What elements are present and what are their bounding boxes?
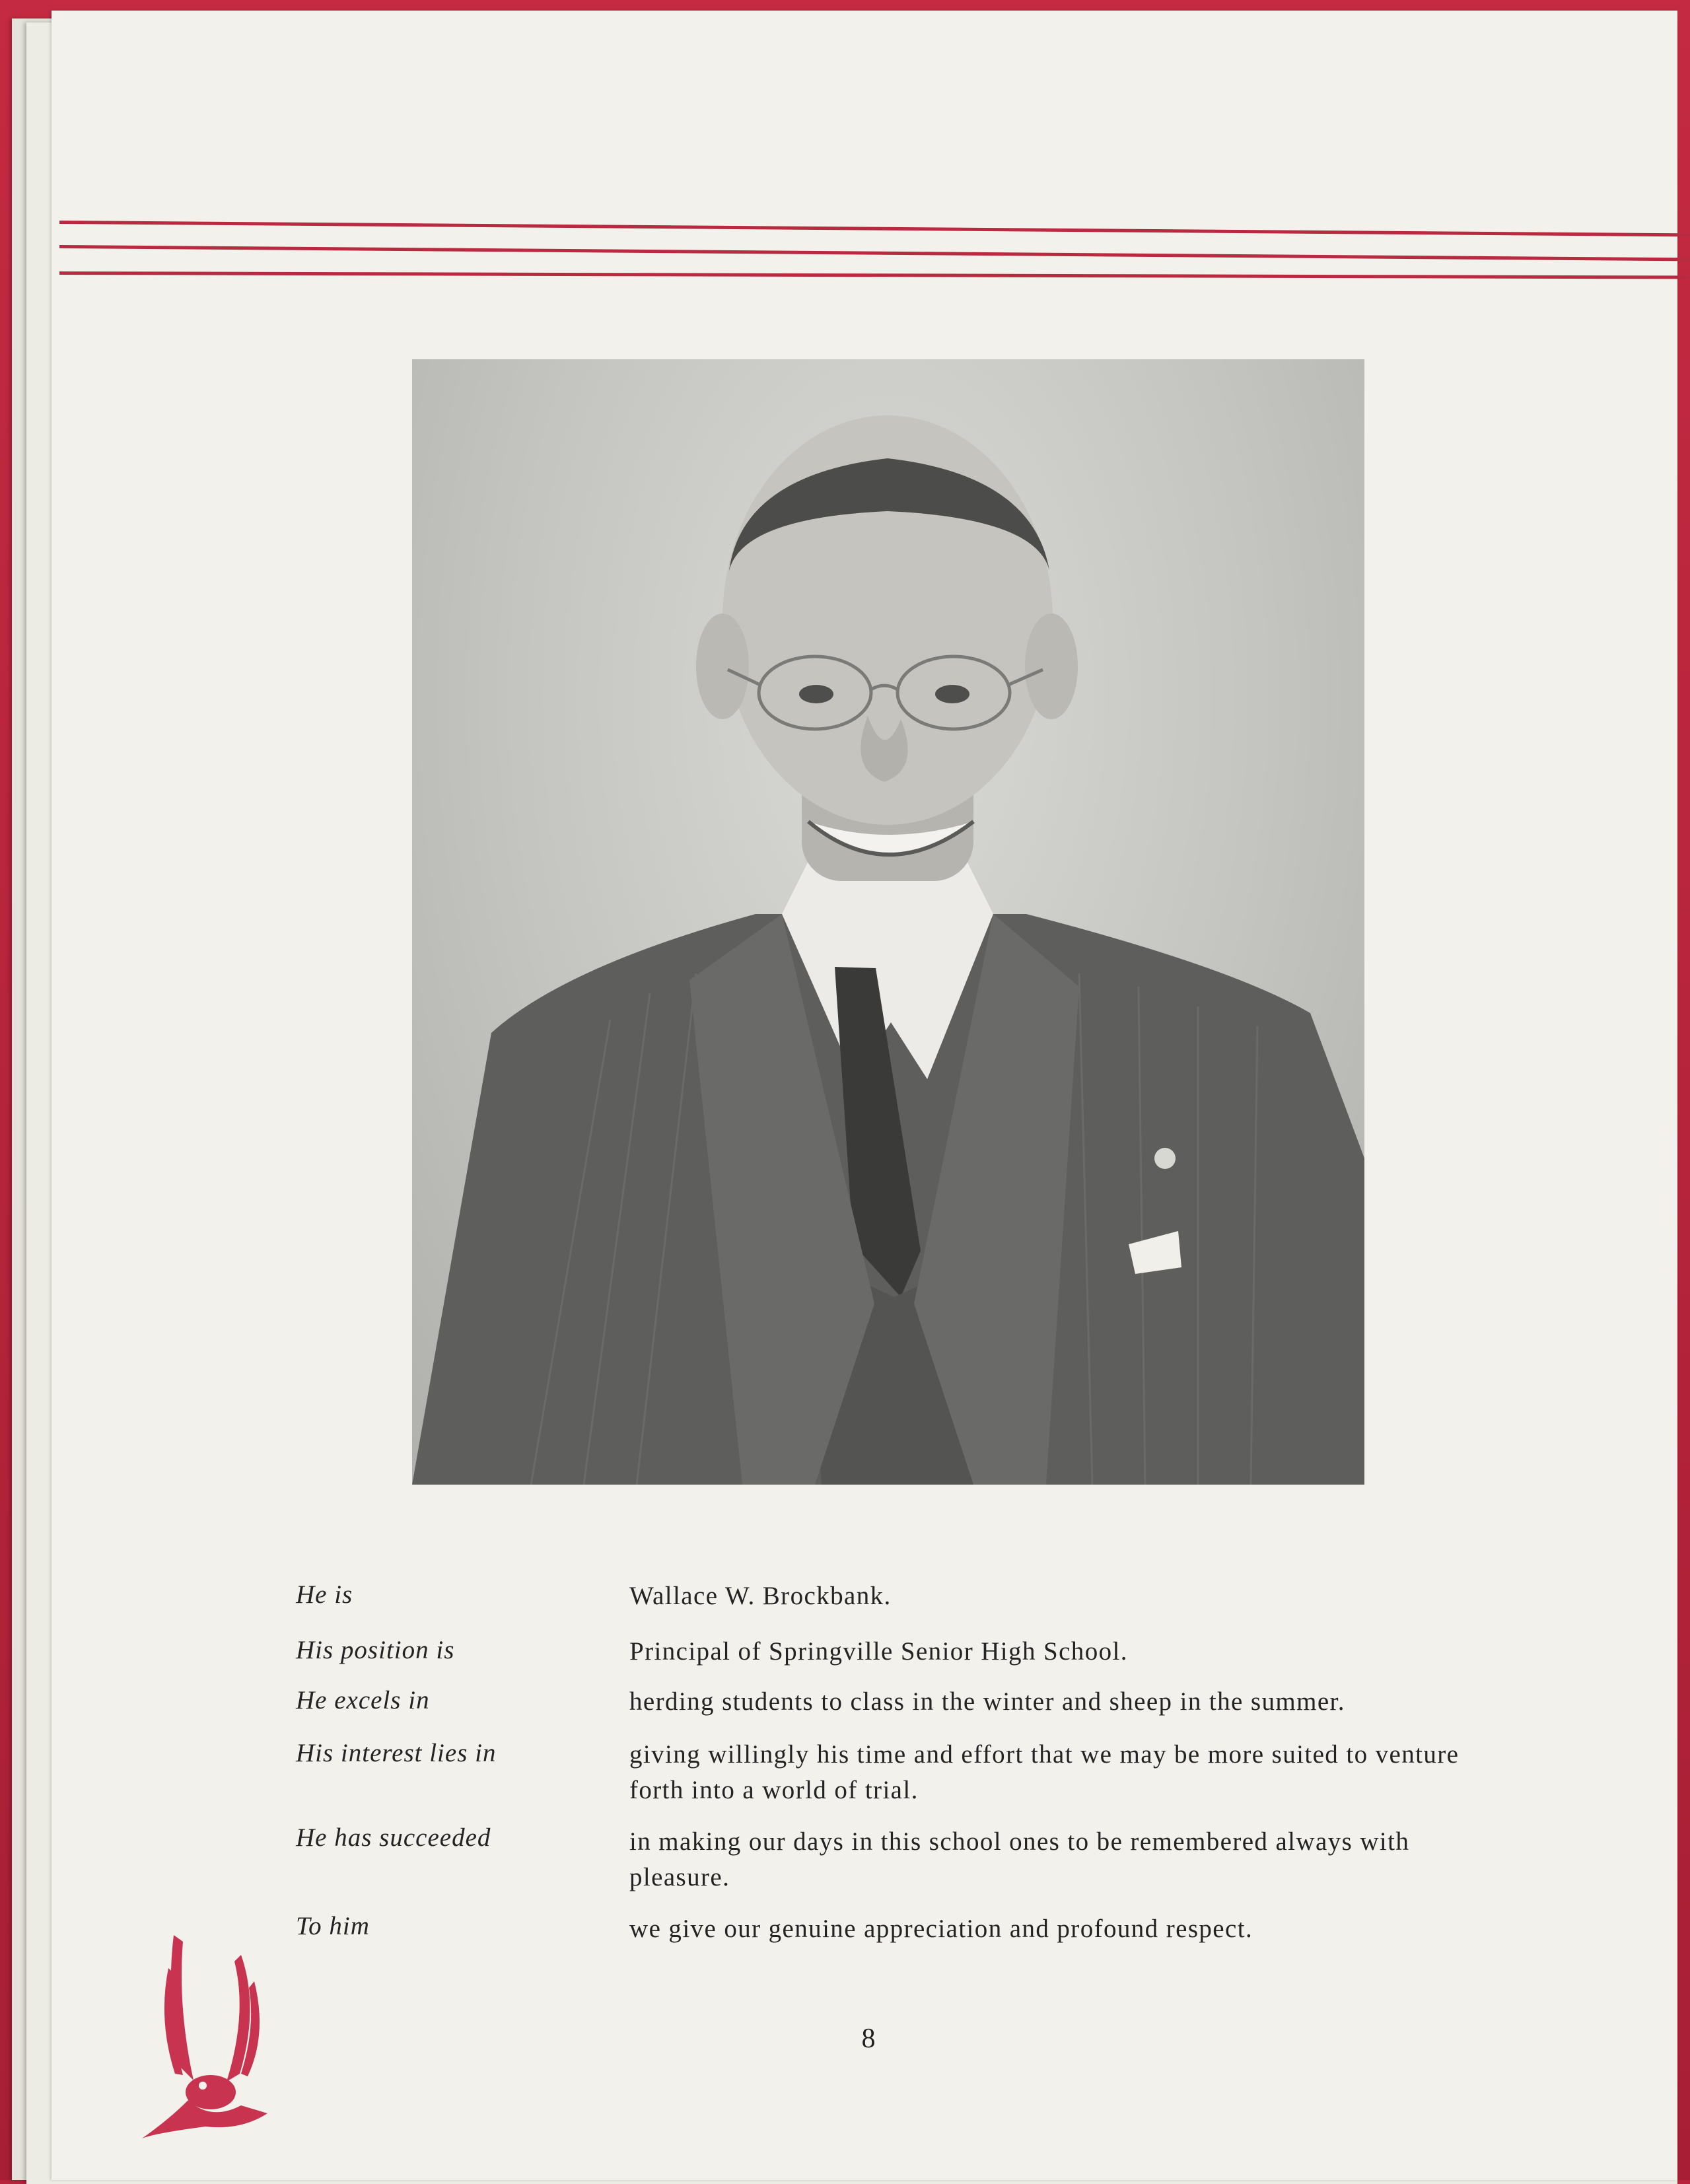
principal-portrait-photo — [412, 359, 1364, 1485]
value-appreciation: we give our genuine appreciation and profound respect. — [629, 1915, 1253, 1943]
decorative-rule-bottom — [59, 271, 1690, 279]
label-he-is: He is — [296, 1580, 353, 1609]
value-position: Principal of Springville Senior High School. — [629, 1637, 1128, 1666]
label-position: His position is — [296, 1636, 455, 1664]
label-succeeded: He has succeeded — [296, 1823, 491, 1852]
page-number: 8 — [861, 2024, 876, 2054]
decorative-rule-middle — [59, 245, 1690, 262]
decorative-rule-top — [59, 221, 1690, 237]
value-succeeded: in making our days in this school ones to be remembered always with pleasure. — [629, 1827, 1410, 1891]
label-excels: He excels in — [296, 1686, 430, 1714]
label-interest: His interest lies in — [296, 1739, 497, 1767]
value-interest: giving willingly his time and effort that we may be more suited to venture forth into a world of trial. — [629, 1740, 1460, 1804]
label-to-him: To him — [296, 1912, 370, 1940]
value-name: Wallace W. Brockbank. — [629, 1582, 892, 1610]
eagle-emblem-icon — [142, 1928, 287, 2146]
value-excels: herding students to class in the winter and sheep in the summer. — [629, 1687, 1345, 1716]
